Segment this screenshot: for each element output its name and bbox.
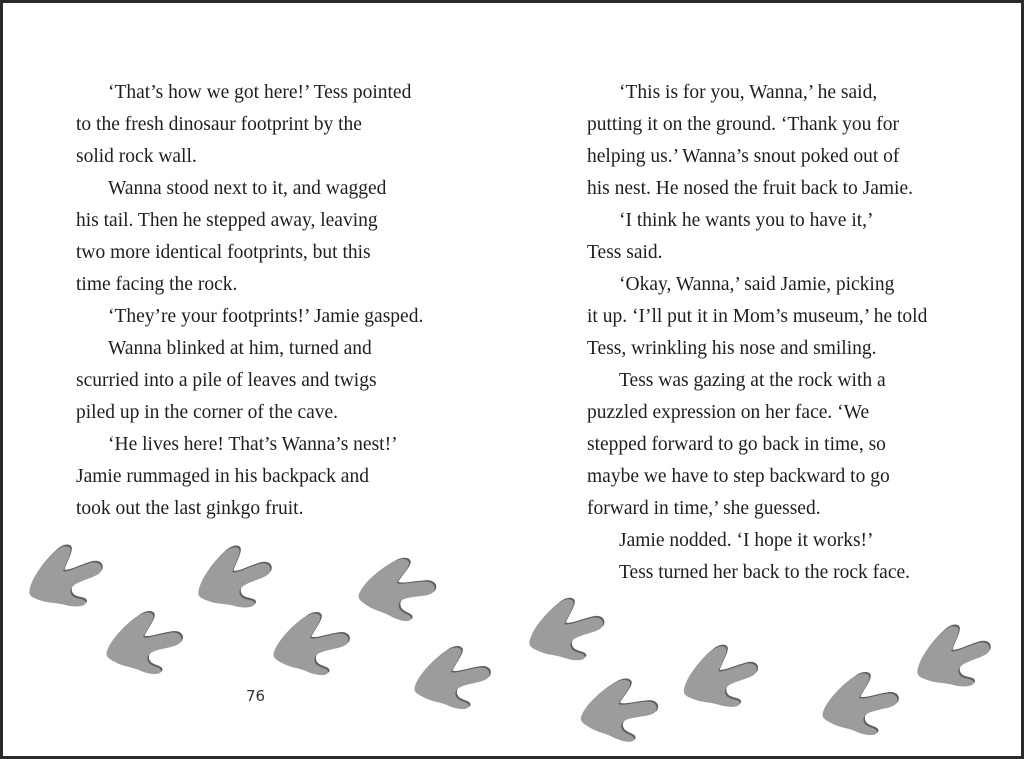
- dinosaur-footprint-icon: [819, 670, 901, 738]
- text-line: ‘He lives here! That’s Wanna’s nest!’: [108, 434, 398, 455]
- text-line: his tail. Then he stepped away, leaving: [76, 210, 378, 231]
- dinosaur-footprint-icon: [676, 639, 765, 715]
- right-page-text: [587, 77, 977, 589]
- page-number: 76: [246, 687, 266, 705]
- text-line: Wanna stood next to it, and wagged: [108, 178, 387, 199]
- text-line: puzzled expression on her face. ‘We: [587, 402, 870, 423]
- text-line: ‘They’re your footprints!’ Jamie gasped.: [108, 306, 424, 327]
- dinosaur-footprint-icon: [411, 644, 493, 712]
- dinosaur-footprint-icon: [103, 609, 185, 677]
- text-line: it up. ‘I’ll put it in Mom’s museum,’ he told: [587, 306, 928, 327]
- text-line: to the fresh dinosaur footprint by the: [76, 114, 362, 135]
- text-line: Jamie nodded. ‘I hope it works!’: [619, 530, 874, 551]
- text-line: Jamie rummaged in his backpack and: [76, 466, 369, 487]
- text-line: took out the last ginkgo fruit.: [76, 498, 304, 519]
- text-line: piled up in the corner of the cave.: [76, 402, 339, 423]
- text-line: stepped forward to go back in time, so: [587, 434, 886, 455]
- text-line: putting it on the ground. ‘Thank you for: [587, 114, 899, 135]
- text-line: forward in time,’ she guessed.: [587, 498, 821, 519]
- text-line: scurried into a pile of leaves and twigs: [76, 370, 377, 391]
- text-line: his nest. He nosed the fruit back to Jamie.: [587, 178, 914, 199]
- text-line: maybe we have to step backward to go: [587, 466, 890, 487]
- text-line: helping us.’ Wanna’s snout poked out of: [587, 146, 900, 167]
- text-line: Wanna blinked at him, turned and: [108, 338, 372, 359]
- dinosaur-footprint-icon: [353, 551, 442, 627]
- dinosaur-footprint-icon: [270, 610, 352, 678]
- text-line: solid rock wall.: [76, 146, 197, 167]
- text-line: two more identical footprints, but this: [76, 242, 371, 263]
- text-line: ‘I think he wants you to have it,’: [619, 210, 874, 231]
- dinosaur-footprint-icon: [20, 538, 111, 617]
- text-line: ‘This is for you, Wanna,’ he said,: [619, 82, 878, 103]
- dinosaur-footprint-icon: [576, 673, 663, 747]
- text-line: Tess turned her back to the rock face.: [619, 562, 911, 583]
- text-line: Tess was gazing at the rock with a: [619, 370, 886, 391]
- dinosaur-footprint-icon: [189, 539, 280, 618]
- dinosaur-footprint-icon: [908, 618, 999, 697]
- text-line: Tess, wrinkling his nose and smiling.: [587, 338, 877, 359]
- text-line: ‘That’s how we got here!’ Tess pointed: [108, 82, 412, 103]
- text-line: Tess said.: [587, 242, 663, 263]
- left-page-text: [76, 77, 456, 525]
- text-line: time facing the rock.: [76, 274, 238, 295]
- book-spread: [3, 3, 1021, 756]
- text-line: ‘Okay, Wanna,’ said Jamie, picking: [619, 274, 895, 295]
- dinosaur-footprint-icon: [523, 593, 610, 667]
